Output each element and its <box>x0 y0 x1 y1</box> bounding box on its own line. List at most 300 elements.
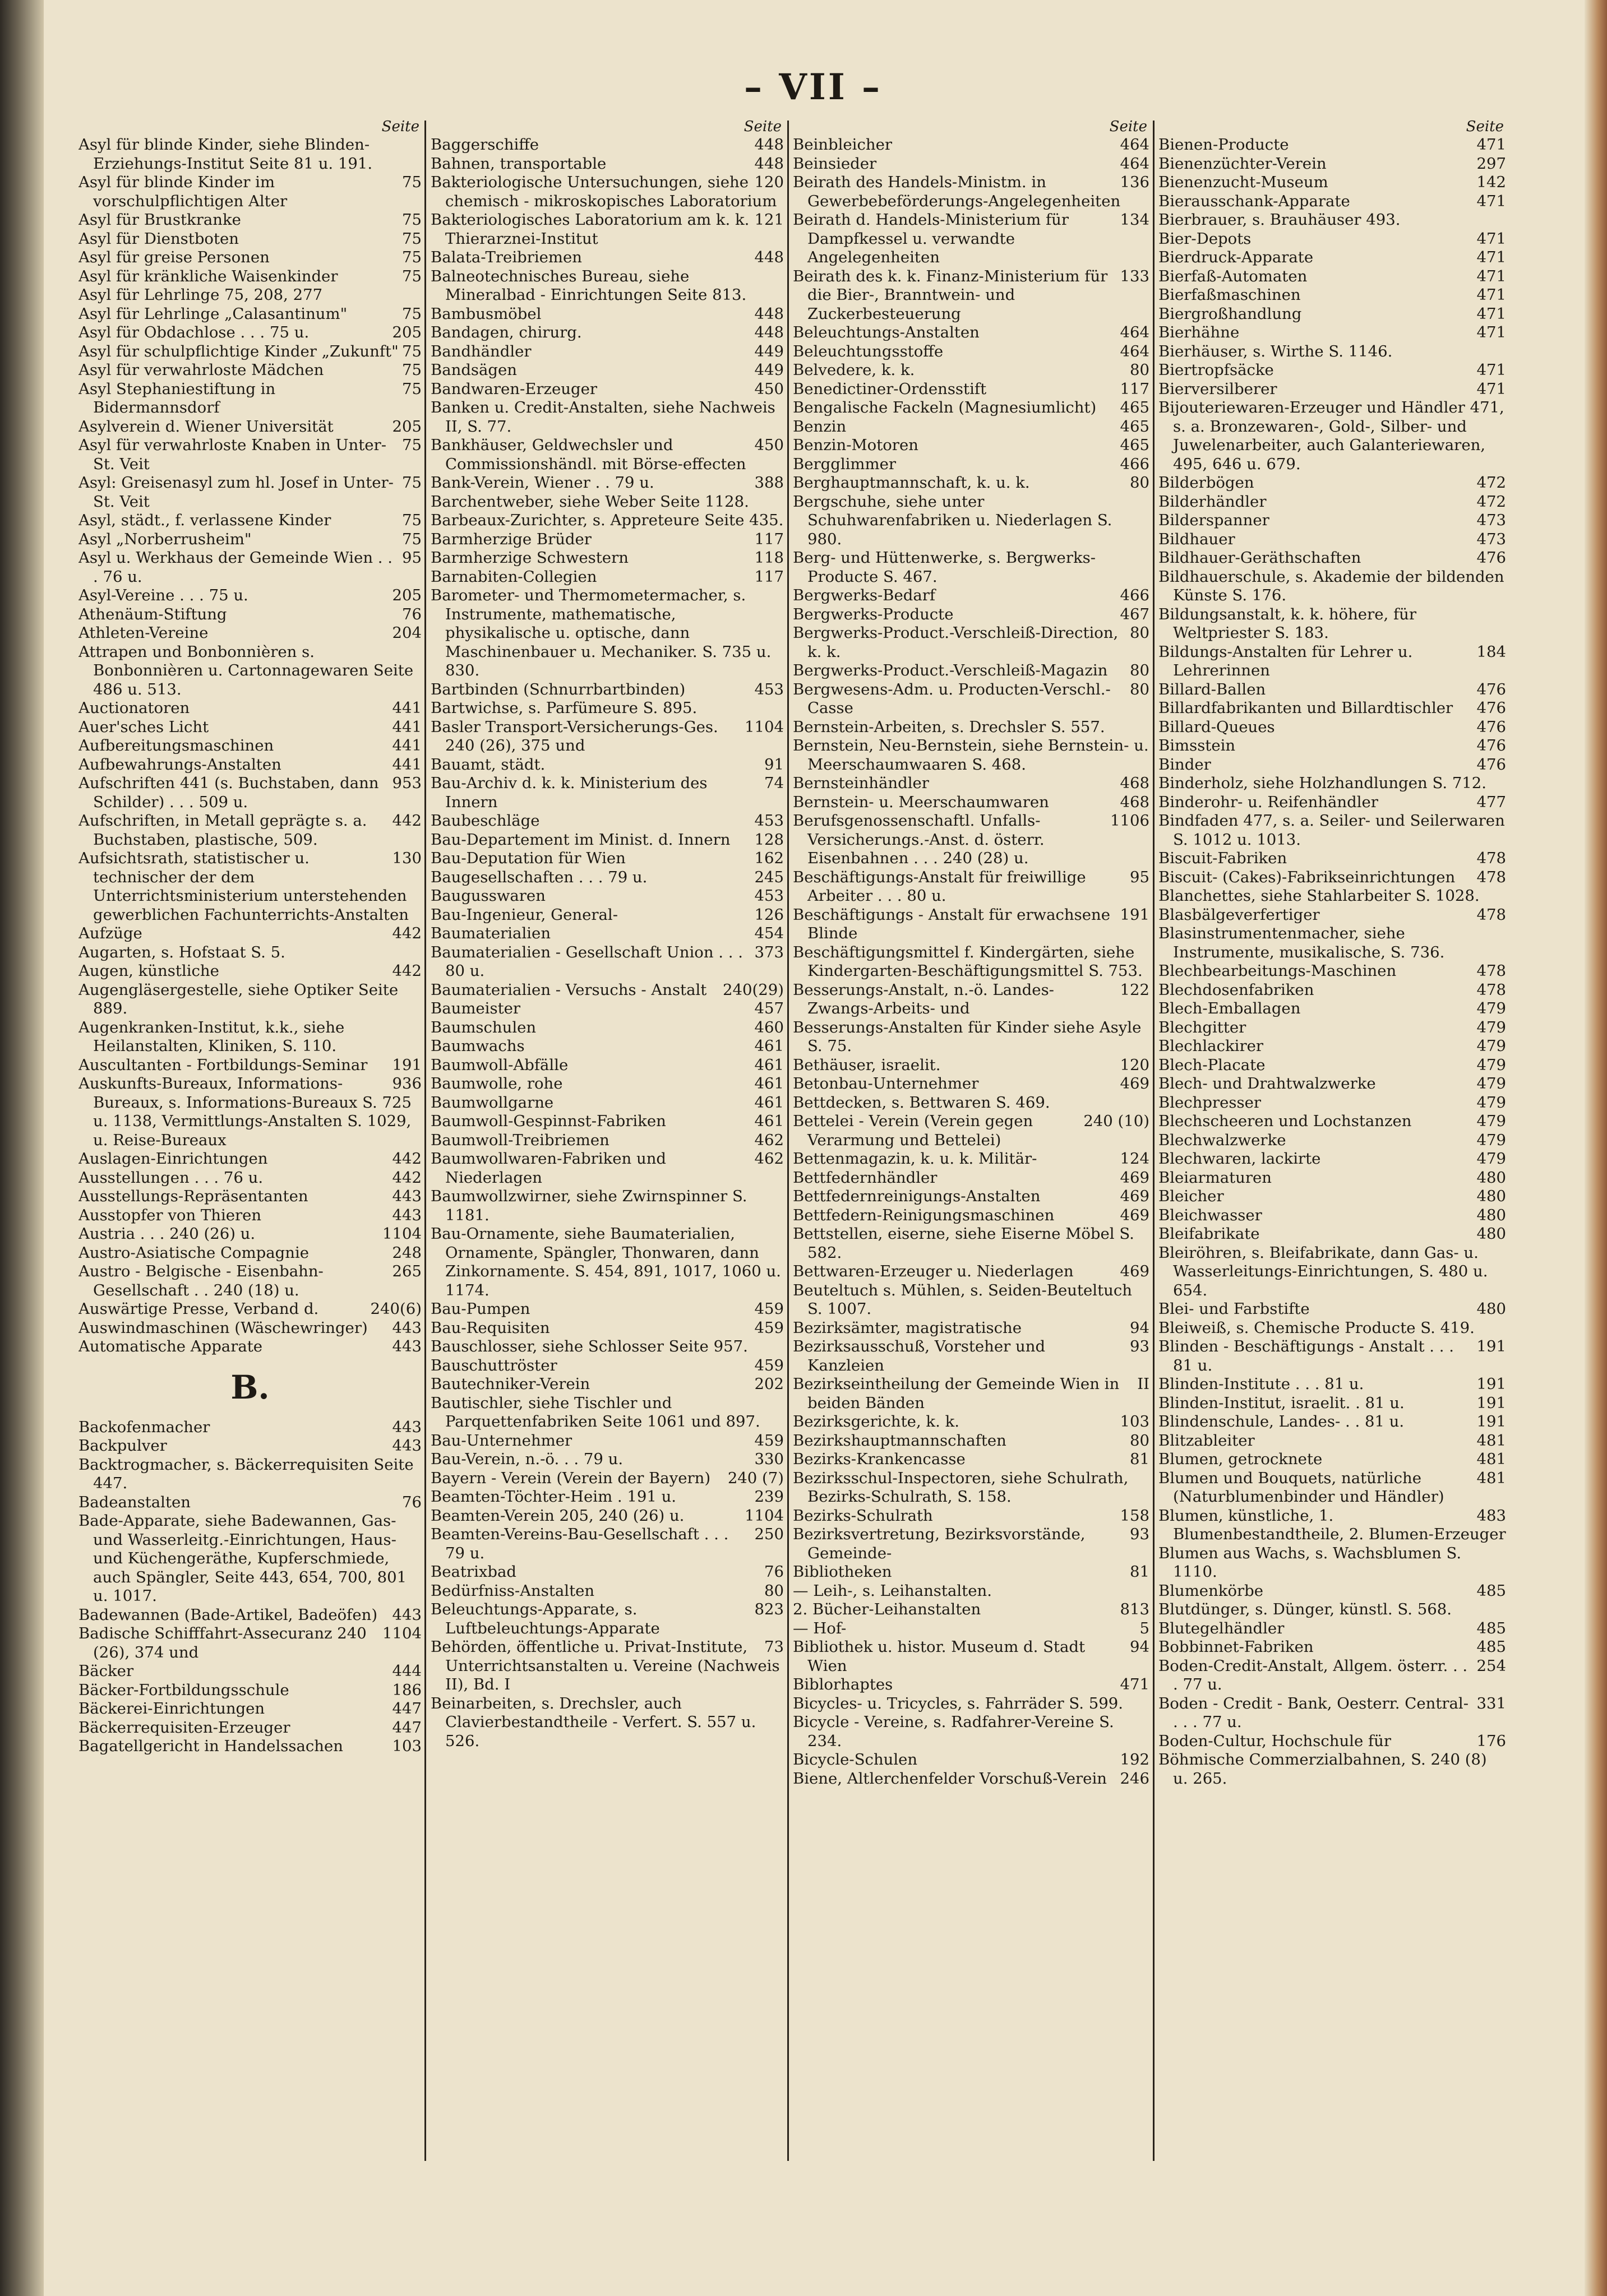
entry-page-number: 441 <box>392 718 422 736</box>
index-entry <box>1158 868 1506 887</box>
entry-page-number: 447 <box>392 1700 422 1718</box>
entry-text: Baumaterialien - Versuchs - Anstalt <box>431 980 707 999</box>
entry-page-number: 464 <box>1120 154 1149 173</box>
index-entry <box>1158 1751 1506 1788</box>
index-entry <box>1158 1037 1506 1056</box>
entry-page-number: 469 <box>1120 1168 1149 1187</box>
entry-text: Bauamt, städt. <box>431 755 546 774</box>
entry-text: Blitzableiter <box>1158 1431 1255 1450</box>
index-entry <box>1158 1319 1506 1338</box>
entry-text: Beinbleicher <box>793 136 892 154</box>
entry-text: Ausstellungs-Repräsentanten <box>78 1187 308 1205</box>
index-entry <box>793 1563 1149 1582</box>
entry-text: Backpulver <box>78 1437 167 1455</box>
entry-text: Blei- und Farbstifte <box>1158 1300 1310 1318</box>
entry-text: Binderohr- u. Reifenhändler <box>1158 793 1378 811</box>
index-entry <box>431 981 784 1000</box>
entry-page-number: 442 <box>392 924 422 942</box>
entry-text: Augenkranken-Institut, k.k., siehe Heilanstalten, Kliniken, S. 110. <box>78 1018 345 1055</box>
entry-page-number: 75 <box>402 248 422 266</box>
entry-text: Barmherzige Brüder <box>431 530 592 548</box>
entry-page-number: 81 <box>1130 1563 1149 1581</box>
index-entry <box>431 436 784 474</box>
entry-page-number: 471 <box>1120 1675 1149 1693</box>
index-entry <box>78 286 422 305</box>
index-entry <box>1158 493 1506 512</box>
index-entry <box>793 1713 1149 1751</box>
entry-text: Aufschriften 441 (s. Buchstaben, dann Schilder) . . . 509 u. <box>78 774 379 811</box>
index-entry <box>793 1187 1149 1206</box>
entry-page-number: 73 <box>764 1638 784 1656</box>
entry-text: Blutdünger, s. Dünger, künstl. S. 568. <box>1158 1600 1452 1618</box>
index-entry <box>431 1094 784 1113</box>
entry-text: Billardfabrikanten und Billardtischler <box>1158 699 1453 717</box>
entry-page-number: 461 <box>754 1093 784 1112</box>
entry-text: Bandsägen <box>431 361 518 379</box>
entry-text: Binderholz, siehe Holzhandlungen S. 712. <box>1158 774 1487 792</box>
entry-text: Blumen, getrocknete <box>1158 1450 1323 1468</box>
index-entry <box>1158 380 1506 399</box>
entry-text: Bilderspanner <box>1158 511 1269 529</box>
entry-page-number: 476 <box>1476 718 1506 736</box>
entry-text: Blechgitter <box>1158 1018 1246 1036</box>
entry-text: Bierfaß-Automaten <box>1158 267 1308 285</box>
entry-page-number: 478 <box>1476 868 1506 886</box>
index-entry <box>1158 1056 1506 1075</box>
entry-page-number: 124 <box>1120 1150 1149 1168</box>
index-entry <box>1158 511 1506 530</box>
entry-text: Billard-Ballen <box>1158 680 1266 698</box>
entry-page-number: 471 <box>1476 136 1506 154</box>
entry-page-number: 459 <box>754 1318 784 1337</box>
index-entry <box>793 455 1149 474</box>
entry-text: Beinsieder <box>793 154 877 173</box>
index-entry <box>1158 399 1506 474</box>
index-entry <box>1158 286 1506 305</box>
index-entry <box>431 1582 784 1601</box>
entry-text: Asyl für greise Personen <box>78 248 270 266</box>
entry-text: — Hof- <box>793 1619 847 1637</box>
entry-text: Bau-Pumpen <box>431 1300 530 1318</box>
entry-page-number: 248 <box>392 1243 422 1262</box>
index-entry <box>78 248 422 267</box>
entry-page-number: 192 <box>1120 1751 1149 1769</box>
entry-page-number: 76 <box>764 1563 784 1581</box>
index-entry <box>78 1337 422 1357</box>
index-entry <box>1158 906 1506 925</box>
entry-text: Blumen aus Wachs, s. Wachsblumen S. 1110. <box>1158 1544 1462 1581</box>
entry-text: Baumwolle, rohe <box>431 1075 563 1093</box>
index-entry <box>78 1700 422 1719</box>
entry-text: Beirath d. Handels-Ministerium für Dampfkessel u. verwandte Angelegenheiten <box>793 211 1069 266</box>
entry-text: Benzin <box>793 417 847 436</box>
entry-page-number: 388 <box>754 474 784 492</box>
entry-page-number: 75 <box>402 530 422 548</box>
index-entry <box>78 849 422 924</box>
index-column-2 <box>431 118 784 2158</box>
entry-page-number: 480 <box>1476 1206 1506 1224</box>
entry-text: Bakteriologische Untersuchungen, siehe chemisch - mikroskopisches Laboratorium <box>431 173 777 210</box>
index-entry <box>78 136 422 173</box>
index-entry <box>78 737 422 756</box>
entry-page-number: 471 <box>1476 248 1506 266</box>
index-entry <box>78 699 422 718</box>
index-entry <box>1158 1375 1506 1394</box>
index-entry <box>431 211 784 248</box>
entry-text: Bank-Verein, Wiener . . 79 u. <box>431 474 654 492</box>
index-entry <box>1158 681 1506 700</box>
entry-text: Beirath des Handels-Ministm. in Gewerbebeförderungs-Angelegenheiten <box>793 173 1121 210</box>
entry-page-number: 471 <box>1476 379 1506 398</box>
index-entry <box>431 1037 784 1056</box>
index-entry <box>1158 1225 1506 1244</box>
entry-page-number: 454 <box>754 924 784 942</box>
index-entry <box>78 323 422 342</box>
entry-text: Barmherzige Schwestern <box>431 549 629 567</box>
entry-text: Bienen-Producte <box>1158 136 1289 154</box>
entry-text: Bierausschank-Apparate <box>1158 192 1350 210</box>
index-entry <box>431 267 784 305</box>
entry-page-number: 464 <box>1120 323 1149 341</box>
entry-text: Bettfedern-Reinigungsmaschinen <box>793 1206 1055 1224</box>
entry-text: Bettelei - Verein (Verein gegen Verarmung und Bettelei) <box>793 1112 1033 1149</box>
index-entry <box>793 1169 1149 1188</box>
index-entry <box>431 305 784 324</box>
entry-text: Beleuchtungs-Apparate, s. Luftbeleuchtungs-Apparate <box>431 1600 660 1637</box>
index-entry <box>1158 1469 1506 1507</box>
entry-page-number: 448 <box>754 304 784 323</box>
entry-page-number: 1104 <box>745 718 784 736</box>
entry-page-number: 103 <box>1120 1413 1149 1431</box>
entry-page-number: 94 <box>1130 1318 1149 1337</box>
index-entry <box>78 1075 422 1150</box>
entry-text: Baugesellschaften . . . 79 u. <box>431 868 648 886</box>
entry-text: Bleifabrikate <box>1158 1225 1260 1243</box>
entry-page-number: 471 <box>1476 267 1506 285</box>
entry-text: Beirath des k. k. Finanz-Ministerium für die Bier-, Branntwein- und Zuckerbesteuerung <box>793 267 1108 323</box>
entry-text: Binder <box>1158 755 1211 774</box>
entry-page-number: 75 <box>402 474 422 492</box>
entry-page-number: 265 <box>392 1262 422 1280</box>
entry-text: Blumen und Bouquets, natürliche (Naturblumenbinder und Händler) <box>1158 1469 1444 1506</box>
entry-text: Barometer- und Thermometermacher, s. Instrumente, mathematische, physikalische u. optische, dann Maschinenbauer u. Mechaniker. S. 735 u. 830. <box>431 586 772 679</box>
entry-text: Bergglimmer <box>793 455 897 473</box>
index-entry <box>431 568 784 587</box>
entry-text: Austro - Belgische - Eisenbahn-Gesellschaft . . 240 (18) u. <box>78 1262 324 1299</box>
index-entry <box>1158 267 1506 286</box>
entry-page-number: 449 <box>754 342 784 360</box>
entry-page-number: 953 <box>392 774 422 792</box>
index-entry <box>78 1244 422 1263</box>
index-entry <box>793 661 1149 681</box>
index-entry <box>431 1131 784 1150</box>
entry-text: Badewannen (Bade-Artikel, Badeöfen) <box>78 1605 378 1624</box>
index-entry <box>431 1337 784 1357</box>
entry-page-number: 134 <box>1120 211 1149 229</box>
entry-text: Bethäuser, israelit. <box>793 1056 941 1074</box>
index-entry <box>793 943 1149 981</box>
entry-page-number: 473 <box>1476 530 1506 548</box>
index-entry <box>1158 1300 1506 1319</box>
entry-text: Bergwesens-Adm. u. Producten-Verschl.-Casse <box>793 680 1111 717</box>
entry-text: Bezirkseintheilung der Gemeinde Wien in beiden Bänden <box>793 1375 1120 1412</box>
index-entry <box>431 1450 784 1469</box>
index-entry <box>431 868 784 887</box>
entry-text: Bäcker-Fortbildungsschule <box>78 1681 289 1699</box>
entry-page-number: 478 <box>1476 980 1506 999</box>
index-entry <box>78 1662 422 1681</box>
index-entry <box>793 1150 1149 1169</box>
entry-page-number: 481 <box>1476 1450 1506 1468</box>
entry-page-number: 121 <box>754 211 784 229</box>
entry-page-number: 240 (7) <box>727 1469 784 1487</box>
entry-text: Belvedere, k. k. <box>793 361 915 379</box>
book-gutter <box>0 0 44 2296</box>
entry-text: Asyl für Obdachlose . . . 75 u. <box>78 323 310 341</box>
index-entry <box>431 1019 784 1038</box>
entry-text: Besserungs-Anstalt, n.-ö. Landes-Zwangs-Arbeits- und <box>793 980 1054 1017</box>
entry-page-number: 331 <box>1476 1694 1506 1712</box>
entry-page-number: 461 <box>754 1056 784 1074</box>
index-entry <box>1158 1244 1506 1300</box>
entry-page-number: 471 <box>1476 286 1506 304</box>
index-entry <box>1158 211 1506 230</box>
index-entry <box>1158 849 1506 868</box>
index-entry <box>1158 1187 1506 1206</box>
index-entry <box>78 756 422 775</box>
index-entry <box>431 1300 784 1319</box>
entry-page-number: 481 <box>1476 1469 1506 1487</box>
entry-text: Bezirks-Krankencasse <box>793 1450 966 1468</box>
entry-text: Bäcker <box>78 1662 134 1680</box>
entry-text: Baumwoll-Abfälle <box>431 1056 569 1074</box>
index-entry <box>78 774 422 812</box>
entry-page-number: 448 <box>754 323 784 341</box>
entry-text: Asyl für verwahrloste Mädchen <box>78 361 324 379</box>
entry-text: Aufschriften, in Metall geprägte s. a. Buchstaben, plastische, 509. <box>78 812 367 849</box>
index-entry <box>1158 756 1506 775</box>
entry-text: Badeanstalten <box>78 1493 191 1511</box>
entry-page-number: 80 <box>1130 680 1149 698</box>
index-entry <box>793 173 1149 211</box>
index-entry <box>793 211 1149 267</box>
index-entry <box>1158 549 1506 568</box>
entry-text: Baumwollzwirner, siehe Zwirnspinner S. 1181. <box>431 1187 747 1224</box>
entry-page-number: 240(6) <box>370 1300 422 1318</box>
entry-text: Bicycles- u. Tricycles, s. Fahrräder S. 599. <box>793 1694 1123 1712</box>
entry-page-number: 1104 <box>382 1225 422 1243</box>
entry-page-number: 443 <box>392 1187 422 1205</box>
index-entry <box>431 1056 784 1075</box>
entry-page-number: 936 <box>392 1075 422 1093</box>
entry-text: Banken u. Credit-Anstalten, siehe Nachweis II, S. 77. <box>431 399 775 436</box>
entry-page-number: II <box>1137 1375 1149 1393</box>
index-entry <box>78 718 422 737</box>
entry-page-number: 476 <box>1476 699 1506 717</box>
entry-text: Bienenzüchter-Verein <box>1158 154 1327 173</box>
entry-page-number: 462 <box>754 1150 784 1168</box>
index-entry <box>431 681 784 700</box>
entry-page-number: 464 <box>1120 136 1149 154</box>
index-entry <box>78 511 422 530</box>
entry-text: Bayern - Verein (Verein der Bayern) <box>431 1469 711 1487</box>
entry-page-number: 459 <box>754 1431 784 1450</box>
entry-page-number: 476 <box>1476 549 1506 567</box>
index-entry <box>793 267 1149 324</box>
entry-page-number: 191 <box>1476 1337 1506 1355</box>
index-entry <box>793 1751 1149 1770</box>
entry-page-number: 80 <box>1130 474 1149 492</box>
entry-text: Bicycle - Vereine, s. Radfahrer-Vereine S. 234. <box>793 1713 1114 1750</box>
entry-page-number: 162 <box>754 849 784 867</box>
index-entry <box>431 1432 784 1451</box>
index-entry <box>431 1319 784 1338</box>
entry-page-number: 442 <box>392 1168 422 1187</box>
index-entry <box>1158 1544 1506 1582</box>
entry-text: Asyl für blinde Kinder im vorschulpflichtigen Alter <box>78 173 288 210</box>
entry-text: Bandwaren-Erzeuger <box>431 379 597 398</box>
entry-page-number: 75 <box>402 511 422 529</box>
entry-text: Beuteltuch s. Mühlen, s. Seiden-Beuteltuch S. 1007. <box>793 1281 1132 1318</box>
index-entry <box>1158 1507 1506 1544</box>
index-entry <box>793 1262 1149 1281</box>
entry-page-number: 461 <box>754 1112 784 1130</box>
index-entry <box>431 812 784 831</box>
entry-text: Baumeister <box>431 999 521 1017</box>
entry-page-number: 136 <box>1120 173 1149 191</box>
entry-page-number: 128 <box>754 830 784 849</box>
index-column-3 <box>793 118 1149 2158</box>
entry-text: Blumenkörbe <box>1158 1581 1264 1600</box>
entry-text: Bildungsanstalt, k. k. höhere, für Weltpriester S. 183. <box>1158 605 1417 642</box>
entry-text: Bierhähne <box>1158 323 1240 341</box>
entry-page-number: 823 <box>754 1600 784 1618</box>
index-entry <box>431 999 784 1019</box>
entry-text: Blinden-Institut, israelit. . 81 u. <box>1158 1394 1405 1412</box>
entry-page-number: 473 <box>1476 511 1506 529</box>
entry-text: Asyl für schulpflichtige Kinder „Zukunft" <box>78 342 399 360</box>
entry-text: Bandhändler <box>431 342 532 360</box>
entry-text: Bergwerks-Producte <box>793 605 954 623</box>
entry-text: Bettenmagazin, k. u. k. Militär- <box>793 1150 1037 1168</box>
entry-page-number: 202 <box>754 1375 784 1393</box>
index-entry <box>1158 305 1506 324</box>
index-entry <box>431 1695 784 1751</box>
entry-text: Asyl für Lehrlinge „Calasantinum" <box>78 304 348 323</box>
index-entry <box>78 1206 422 1225</box>
entry-text: Bäckerrequisiten-Erzeuger <box>78 1718 290 1737</box>
index-entry <box>1158 230 1506 249</box>
entry-text: Blasbälgeverfertiger <box>1158 905 1320 924</box>
entry-page-number: 130 <box>392 849 422 867</box>
entry-text: Bartbinden (Schnurrbartbinden) <box>431 680 686 698</box>
index-entry <box>1158 999 1506 1019</box>
entry-list-b <box>78 1418 422 1756</box>
index-entry <box>1158 173 1506 192</box>
index-entry <box>793 361 1149 380</box>
entry-page-number: 5 <box>1139 1619 1149 1637</box>
entry-page-number: 1106 <box>1110 812 1149 830</box>
entry-text: Bengalische Fackeln (Magnesiumlicht) <box>793 399 1097 416</box>
entry-text: Auctionatoren <box>78 699 190 717</box>
entry-page-number: 80 <box>1130 1431 1149 1450</box>
entry-text: Auscultanten - Fortbildungs-Seminar <box>78 1056 368 1074</box>
entry-page-number: 448 <box>754 136 784 154</box>
index-entry <box>78 1606 422 1625</box>
entry-page-number: 245 <box>754 868 784 886</box>
index-entry <box>1158 568 1506 605</box>
entry-text: Bau-Ornamente, siehe Baumaterialien, Ornamente, Spängler, Thonwaren, dann Zinkornamente. S. 454, 891, 1017, 1060 u. 1174. <box>431 1225 781 1299</box>
entry-text: Bettwaren-Erzeuger u. Niederlagen <box>793 1262 1074 1280</box>
index-entry <box>78 1300 422 1319</box>
entry-text: Attrapen und Bonbonnièren s. Bonbonnièren u. Cartonnagewaren Seite 486 u. 513. <box>78 642 414 698</box>
index-entry <box>431 1600 784 1638</box>
index-entry <box>78 549 422 586</box>
entry-text: Bergwerks-Bedarf <box>793 586 936 604</box>
entry-text: Auskunfts-Bureaux, Informations-Bureaux, s. Informations-Bureaux S. 725 u. 1138, Vermittlungs-Anstalten S. 1029, u. Reise-Bureaux <box>78 1075 412 1149</box>
entry-text: Behörden, öffentliche u. Privat-Institute, Unterrichtsanstalten u. Vereine (Nachweis II), Bd. I <box>431 1638 780 1693</box>
entry-page-number: 191 <box>1476 1413 1506 1431</box>
entry-page-number: 469 <box>1120 1206 1149 1224</box>
entry-page-number: 471 <box>1476 304 1506 323</box>
index-entry <box>793 981 1149 1019</box>
index-entry <box>1158 1150 1506 1169</box>
entry-text: Bautischler, siehe Tischler und Parquettenfabriken Seite 1061 und 897. <box>431 1394 760 1431</box>
index-entry <box>431 1187 784 1225</box>
entry-page-number: 133 <box>1120 267 1149 285</box>
entry-text: Biblorhaptes <box>793 1675 893 1693</box>
index-entry <box>431 756 784 775</box>
entry-page-number: 373 <box>754 943 784 961</box>
index-entry <box>1158 962 1506 981</box>
entry-text: Bau-Requisiten <box>431 1318 550 1337</box>
index-entry <box>793 1770 1149 1789</box>
entry-text: Beatrixbad <box>431 1563 516 1581</box>
entry-text: Blinden-Institute . . . 81 u. <box>1158 1375 1364 1393</box>
index-entry <box>1158 342 1506 362</box>
index-entry <box>793 1507 1149 1526</box>
entry-text: Bernstein, Neu-Bernstein, siehe Bernstein- u. Meerschaumwaaren S. 468. <box>793 737 1149 774</box>
index-entry <box>431 849 784 868</box>
index-entry <box>1158 774 1506 793</box>
index-entry <box>78 812 422 849</box>
entry-page-number: 186 <box>392 1681 422 1699</box>
index-entry <box>1158 1619 1506 1638</box>
entry-text: Bezirksgerichte, k. k. <box>793 1413 959 1431</box>
entry-page-number: 479 <box>1476 1150 1506 1168</box>
entry-page-number: 205 <box>392 323 422 341</box>
index-entry <box>1158 1394 1506 1413</box>
column-divider <box>424 121 426 2161</box>
entry-page-number: 448 <box>754 154 784 173</box>
entry-page-number: 466 <box>1120 455 1149 473</box>
index-entry <box>1158 361 1506 380</box>
index-entry <box>1158 1638 1506 1657</box>
index-entry <box>431 530 784 549</box>
entry-text: Baumwoll-Treibriemen <box>431 1131 609 1149</box>
entry-page-number: 95 <box>402 549 422 567</box>
entry-text: Bilderhändler <box>1158 492 1267 511</box>
entry-text: Bandagen, chirurg. <box>431 323 582 341</box>
entry-page-number: 176 <box>1476 1732 1506 1750</box>
index-entry <box>1158 1600 1506 1619</box>
entry-text: Bergwerks-Product.-Verschleiß-Direction, k. k. <box>793 624 1119 661</box>
index-entry <box>78 1437 422 1456</box>
index-entry <box>793 1619 1149 1638</box>
index-entry <box>1158 1075 1506 1094</box>
entry-page-number: 468 <box>1120 774 1149 792</box>
index-entry <box>431 1225 784 1300</box>
